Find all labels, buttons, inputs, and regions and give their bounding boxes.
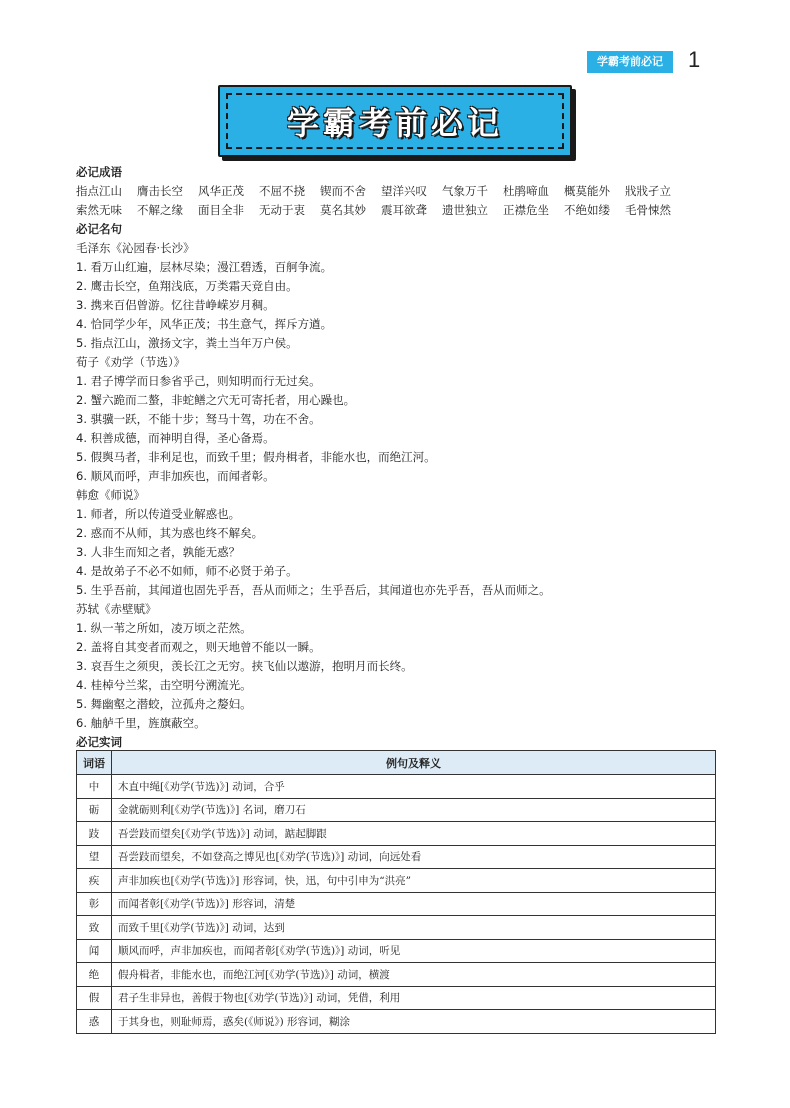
vocab-example: 假舟楫者，非能水也，而绝江河[《劝学(节选)》] 动词，横渡	[112, 963, 716, 987]
vocab-section-title: 必记实词	[76, 735, 122, 749]
idiom: 不屈不挠	[259, 184, 305, 198]
vocab-example: 声非加疾也[《劝学(节选)》] 形容词，快，迅，句中引申为“洪亮”	[112, 869, 716, 893]
table-row	[77, 986, 716, 1010]
quote-line: 6. 舳舻千里，旌旗蔽空。	[76, 716, 206, 730]
quote-line: 4. 积善成德，而神明自得，圣心备焉。	[76, 431, 275, 445]
vocab-example: 于其身也，则耻师焉，惑矣(《师说》) 形容词，糊涂	[112, 1010, 716, 1034]
idiom: 不绝如缕	[564, 203, 610, 217]
vocab-example: 君子生非异也，善假于物也[《劝学(节选)》] 动词，凭借，利用	[112, 986, 716, 1010]
idiom: 毛骨悚然	[625, 203, 671, 217]
table-row	[77, 892, 716, 916]
page-number: 1	[688, 47, 701, 72]
idiom: 戕戕孑立	[625, 184, 671, 198]
quotes-section-title: 必记名句	[76, 222, 122, 236]
quote-line: 1. 看万山红遍，层林尽染；漫江碧透，百舸争流。	[76, 260, 333, 274]
vocab-word: 惑	[77, 1010, 112, 1034]
quote-line: 3. 携来百侣曾游。忆往昔峥嵘岁月稠。	[76, 298, 275, 312]
table-row	[77, 798, 716, 822]
vocab-word: 闻	[77, 939, 112, 963]
idiom: 不解之缘	[137, 203, 183, 217]
idiom: 杜鹃啼血	[503, 184, 549, 198]
idiom: 膺击长空	[137, 184, 183, 198]
quote-line: 1. 君子博学而日参省乎己，则知明而行无过矣。	[76, 374, 321, 388]
vocab-word: 彰	[77, 892, 112, 916]
quote-line: 4. 恰同学少年，风华正茂；书生意气，挥斥方遒。	[76, 317, 333, 331]
vocab-example: 而闻者彰[《劝学(节选)》] 形容词，清楚	[112, 892, 716, 916]
quote-source: 苏轼《赤壁赋》	[76, 602, 157, 616]
idiom: 正襟危坐	[503, 203, 549, 217]
quote-line: 5. 生乎吾前，其闻道也固先乎吾，吾从而师之；生乎吾后，其闻道也亦先乎吾，吾从而师之。	[76, 583, 551, 597]
quote-line: 2. 蟹六跪而二螯，非蛇鳝之穴无可寄托者，用心躁也。	[76, 393, 356, 407]
quote-line: 3. 哀吾生之须臾，羡长江之无穷。挟飞仙以遨游，抱明月而长终。	[76, 659, 413, 673]
vocab-word: 疾	[77, 869, 112, 893]
vocab-example: 顺风而呼，声非加疾也，而闻者彰[《劝学(节选)》] 动词，听见	[112, 939, 716, 963]
vocab-table-body	[77, 775, 716, 1034]
table-row	[77, 916, 716, 940]
table-row	[77, 775, 716, 799]
idiom: 莫名其妙	[320, 203, 366, 217]
table-row	[77, 822, 716, 846]
idiom: 遗世独立	[442, 203, 488, 217]
idiom: 气象万千	[442, 184, 488, 198]
idiom: 风华正茂	[198, 184, 244, 198]
table-row	[77, 845, 716, 869]
idiom: 指点江山	[76, 184, 122, 198]
idiom-row	[76, 182, 716, 201]
header-tag: 学霸考前必记	[587, 51, 673, 73]
vocab-word: 绝	[77, 963, 112, 987]
vocab-table-header	[77, 751, 716, 775]
idioms-section-title: 必记成语	[76, 165, 122, 179]
idiom: 面目全非	[198, 203, 244, 217]
idiom: 无动于衷	[259, 203, 305, 217]
vocab-example: 金就砺则利[《劝学(节选)》] 名词，磨刀石	[112, 798, 716, 822]
idiom: 锲而不舍	[320, 184, 366, 198]
quote-line: 6. 顺风而呼，声非加疾也，而闻者彰。	[76, 469, 275, 483]
idiom: 概莫能外	[564, 184, 610, 198]
quote-line: 4. 是故弟子不必不如师，师不必贤于弟子。	[76, 564, 298, 578]
quote-line: 5. 舞幽壑之潜蛟，泣孤舟之嫠妇。	[76, 697, 252, 711]
quote-line: 1. 纵一苇之所如，凌万顷之茫然。	[76, 621, 252, 635]
quote-line: 3. 人非生而知之者，孰能无惑？	[76, 545, 241, 559]
quote-line: 2. 鹰击长空，鱼翔浅底，万类霜天竞自由。	[76, 279, 298, 293]
vocab-word: 致	[77, 916, 112, 940]
quotes-list	[76, 239, 716, 733]
quote-line: 3. 骐骥一跃，不能十步；驽马十驾，功在不舍。	[76, 412, 321, 426]
idiom-row	[76, 201, 716, 220]
vocab-word: 砺	[77, 798, 112, 822]
table-row	[77, 963, 716, 987]
table-row	[77, 939, 716, 963]
quote-line: 2. 盖将自其变者而观之，则天地曾不能以一瞬。	[76, 640, 321, 654]
vocab-example: 木直中绳[《劝学(节选)》] 动词，合乎	[112, 775, 716, 799]
idiom: 索然无味	[76, 203, 122, 217]
quote-line: 5. 指点江山，激扬文字，粪土当年万户侯。	[76, 336, 298, 350]
vocab-word: 假	[77, 986, 112, 1010]
vocab-word: 望	[77, 845, 112, 869]
title-banner-border	[226, 93, 564, 149]
vocab-header-example: 例句及释义	[112, 751, 716, 775]
quote-line: 4. 桂棹兮兰桨，击空明兮溯流光。	[76, 678, 252, 692]
quote-line: 1. 师者，所以传道受业解惑也。	[76, 507, 241, 521]
table-row	[77, 869, 716, 893]
idiom: 震耳欲聋	[381, 203, 427, 217]
quote-source: 荀子《劝学（节选）》	[76, 355, 186, 369]
table-row	[77, 1010, 716, 1034]
vocab-word: 中	[77, 775, 112, 799]
page-title: 学霸考前必记	[286, 104, 503, 142]
idioms-list	[76, 182, 716, 220]
quote-line: 5. 假舆马者，非利足也，而致千里；假舟楫者，非能水也，而绝江河。	[76, 450, 436, 464]
vocab-table	[76, 750, 716, 1034]
quote-source: 韩愈《师说》	[76, 488, 145, 502]
quote-source: 毛泽东《沁园春·长沙》	[76, 241, 195, 255]
vocab-example: 吾尝跂而望矣，不如登高之博见也[《劝学(节选)》] 动词，向远处看	[112, 845, 716, 869]
vocab-header-word: 词语	[77, 751, 112, 775]
vocab-example: 吾尝跂而望矣[《劝学(节选)》] 动词，踮起脚跟	[112, 822, 716, 846]
title-banner	[218, 85, 572, 157]
idiom: 望洋兴叹	[381, 184, 427, 198]
vocab-word: 跂	[77, 822, 112, 846]
vocab-example: 而致千里[《劝学(节选)》] 动词，达到	[112, 916, 716, 940]
quote-line: 2. 惑而不从师，其为惑也终不解矣。	[76, 526, 264, 540]
main-content	[76, 163, 716, 752]
